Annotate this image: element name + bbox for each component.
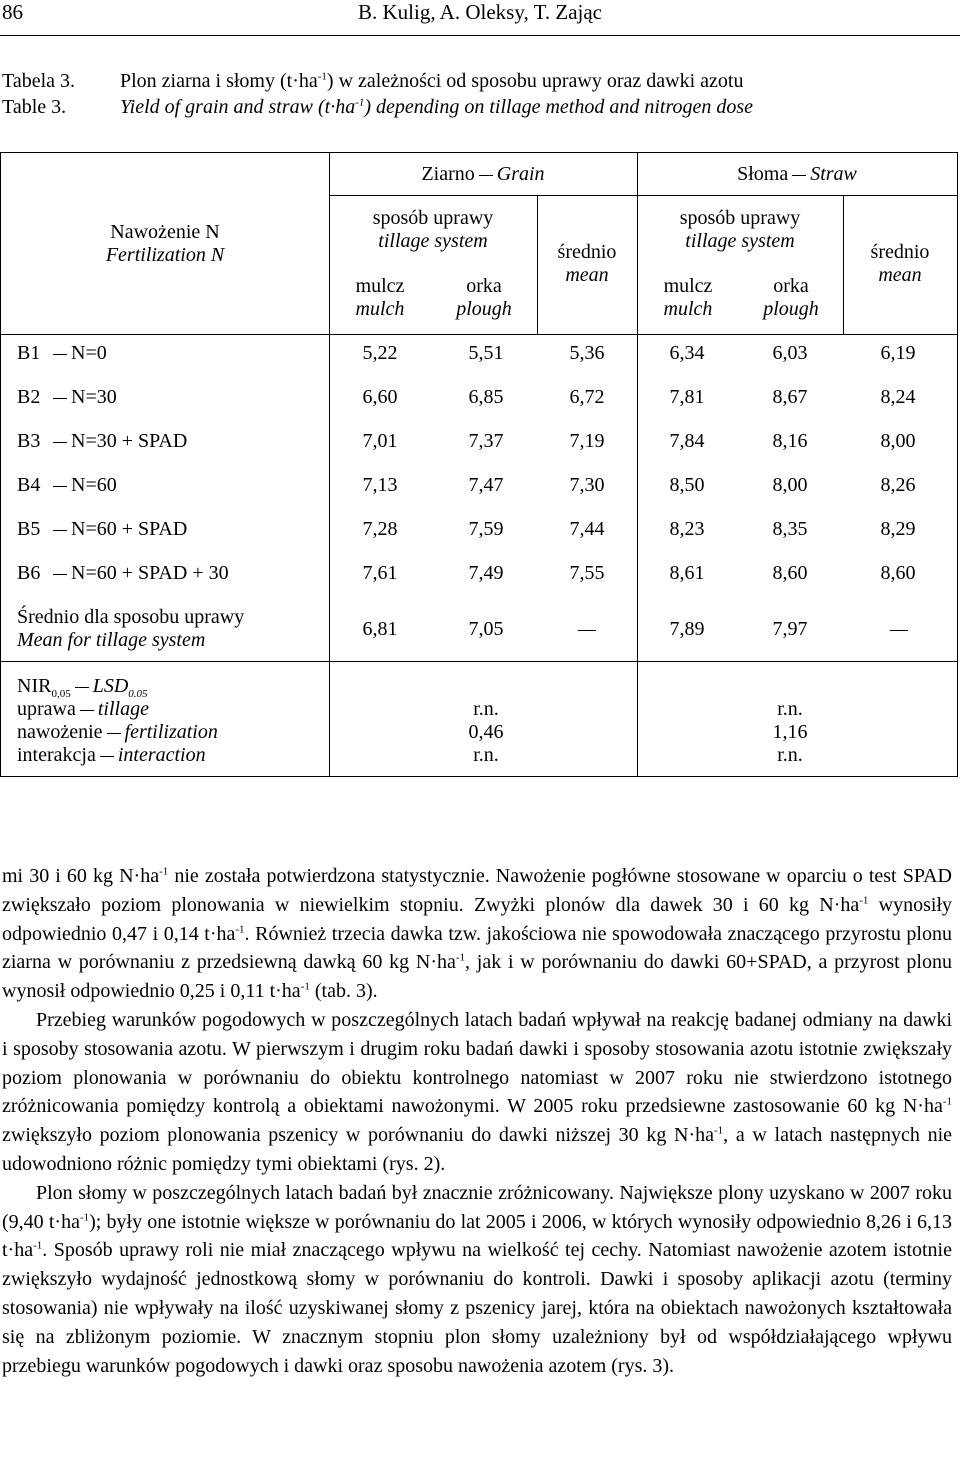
table-cell: 7,84: [669, 430, 705, 452]
table-cell: 6,81: [362, 618, 398, 640]
table-cell: 1,16: [772, 721, 808, 743]
mean-row-label-pl: Średnio dla sposobu uprawy: [17, 606, 245, 628]
table-cell: 7,49: [468, 562, 504, 584]
caption-title-en-b: ) depending on tillage method and nitrogen dose: [364, 96, 754, 118]
caption-title-en-a: Yield of grain and straw (t: [120, 96, 331, 118]
table-cell: r.n.: [473, 698, 499, 720]
mean-header-en: mean: [878, 264, 922, 286]
plough-header-en: plough: [763, 298, 819, 320]
body-text: [2, 862, 952, 1380]
table-cell: 5,36: [569, 342, 605, 364]
empty-mark: [890, 630, 908, 631]
row-label: B4 N=60: [17, 474, 117, 496]
table-cell: 8,67: [772, 386, 808, 408]
lsd-labels: [17, 675, 218, 767]
yield-table: [0, 152, 958, 777]
straw-mulch-header: [643, 275, 733, 321]
caption-unit-en: ·ha: [330, 96, 356, 118]
row-label: B1 N=0: [17, 342, 107, 364]
lsd-tillage-label: uprawa tillage: [17, 698, 149, 720]
caption-label-pl: Tabela 3.: [2, 70, 76, 92]
grid-line: [1, 661, 957, 662]
paragraph: Plon słomy w poszczególnych latach badań był znacznie zróżnicowany. Największe plony uzyskano w 2007 roku (9,40 $t\cdot ha^{-1}$); były one istotnie większe w porównaniu do lat 2005 i 2006, w których wynosiły odpowiednio 8,26 i 6,13 $t\cdot ha^{-1}$. Sposób uprawy roli nie miał znaczącego wpływu na wielkość tej cechy. Natomiast nawożenie azotem istotnie zwiększyło wydajność jednostkową słomy w porównaniu do kontroli. Dawki i sposoby aplikacji azotu (terminy stosowania) nie wpływały na ilość uzyskiwanej słomy z pszenicy jarej, która na obiektach nawożonych kształtowała się na zbliżonym poziomie. W znacznym stopniu plon słomy uzależniony był od współdziałającego wpływu przebiegu warunków pogodowych i dawki oraz sposobu nawożenia azotem (rys. 3).: [2, 1181, 952, 1377]
table-cell: r.n.: [777, 744, 803, 766]
table-cell: 8,61: [669, 562, 705, 584]
grain-header-en: Grain: [496, 163, 545, 185]
caption-title-pl-a: Plon ziarna i słomy (t: [120, 70, 293, 92]
table-cell: 8,60: [772, 562, 808, 584]
caption-sup-pl: -1: [317, 70, 327, 83]
lsd-fertilization-label: nawożenie fertilization: [17, 721, 218, 743]
table-cell: 6,85: [468, 386, 504, 408]
straw-header-en: Straw: [810, 163, 857, 185]
table-cell: r.n.: [473, 744, 499, 766]
table-cell: 8,23: [669, 518, 705, 540]
table-cell: 7,01: [362, 430, 398, 452]
table-cell: 7,05: [468, 618, 504, 640]
table-cell: 8,16: [772, 430, 808, 452]
lsd-interaction-label: interakcja interaction: [17, 744, 206, 766]
mean-header-en: mean: [565, 264, 609, 286]
plough-header-en: plough: [456, 298, 512, 320]
table-cell: 8,00: [772, 474, 808, 496]
straw-header-pl: Słoma: [737, 163, 789, 185]
header-rule: [0, 35, 960, 36]
table-cell: 6,72: [569, 386, 605, 408]
page-number: 86: [2, 0, 23, 24]
grain-mulch-header: [335, 275, 425, 321]
row-label: B6 N=60 + SPAD + 30: [17, 562, 229, 584]
mean-header-pl: średnio: [557, 241, 617, 263]
grain-header-pl: Ziarno: [421, 163, 475, 185]
system-header-pl: sposób uprawy: [679, 207, 801, 229]
mean-header-pl: średnio: [870, 241, 930, 263]
paragraph: Przebieg warunków pogodowych w poszczególnych latach badań wpływał na reakcję badanej odmiany na dawki i sposoby stosowania azotu. W pierwszym i drugim roku badań dawki i sposoby stosowania azotu istotnie zwiększały poziom plonowania w porównaniu do obiektu kontrolnego natomiast w 2007 roku nie stwierdzono istotnego zróżnicowania pomiędzy kontrolą a obiektami nawożonymi. W 2005 roku przedsiewne zastosowanie 60 kg $N\cdot ha^{-1}$ zwiększyło poziom plonowania pszenicy w porównaniu do dawki niższej 30 kg $N\cdot ha^{-1}$, a w latach następnych nie udowodniono różnic pomiędzy tymi obiektami (rys. 2).: [2, 1008, 952, 1175]
dash: [792, 175, 806, 176]
empty-mark: [578, 630, 596, 631]
lsd-straw-values: [740, 698, 840, 767]
table-cell: 6,19: [880, 342, 916, 364]
table-cell: 8,00: [880, 430, 916, 452]
straw-system-header: [637, 207, 843, 253]
table-cell: 6,03: [772, 342, 808, 364]
system-header-en: tillage system: [378, 230, 488, 252]
dash: [479, 175, 493, 176]
grain-header: [329, 163, 637, 186]
lsd-header: $NIR_{0,05}$ $LSD_{0.05}$: [17, 675, 148, 700]
mean-row-label: [17, 606, 244, 652]
plough-header-pl: orka: [773, 275, 809, 297]
table-cell: 0,46: [468, 721, 504, 743]
grain-mean-header: [537, 241, 637, 287]
grain-system-header: [329, 207, 537, 253]
grid-line: [1, 334, 957, 335]
table-cell: 7,97: [772, 618, 808, 640]
caption-title-pl-b: ) w zależności od sposobu uprawy oraz dawki azotu: [326, 70, 744, 92]
table-cell: r.n.: [777, 698, 803, 720]
mulch-header-pl: mulcz: [355, 275, 405, 297]
running-head: B. Kulig, A. Oleksy, T. Zając: [358, 0, 602, 24]
row-label: B2 N=30: [17, 386, 117, 408]
table-caption-pl: [2, 70, 743, 93]
table-cell: 8,24: [880, 386, 916, 408]
lsd-grain-values: [436, 698, 536, 767]
grid-line: [329, 195, 957, 196]
mulch-header-pl: mulcz: [663, 275, 713, 297]
fertilization-header-pl: Nawożenie N: [110, 221, 220, 243]
table-cell: 7,30: [569, 474, 605, 496]
row-label: B3 N=30 + SPAD: [17, 430, 188, 452]
mean-row-label-en: Mean for tillage system: [17, 629, 206, 651]
caption-sup-en: -1: [355, 96, 365, 109]
table-cell: 7,19: [569, 430, 605, 452]
table-cell: 7,59: [468, 518, 504, 540]
fertilization-header-en: Fertilization N: [105, 244, 225, 266]
caption-label-en: Table 3.: [2, 96, 67, 118]
table-cell: 8,35: [772, 518, 808, 540]
straw-header: [637, 163, 957, 186]
table-cell: 7,61: [362, 562, 398, 584]
table-cell: 5,22: [362, 342, 398, 364]
table-cell: 6,60: [362, 386, 398, 408]
grain-plough-header: [434, 275, 534, 321]
table-cell: 7,89: [669, 618, 705, 640]
fertilization-header: [1, 221, 329, 267]
plough-header-pl: orka: [466, 275, 502, 297]
table-cell: 7,55: [569, 562, 605, 584]
straw-mean-header: [843, 241, 957, 287]
table-cell: 7,81: [669, 386, 705, 408]
table-cell: 7,13: [362, 474, 398, 496]
table-cell: 8,60: [880, 562, 916, 584]
table-cell: 7,44: [569, 518, 605, 540]
caption-unit-pl: ·ha: [292, 70, 318, 92]
table-cell: 8,26: [880, 474, 916, 496]
table-cell: 7,28: [362, 518, 398, 540]
table-cell: 7,47: [468, 474, 504, 496]
straw-plough-header: [741, 275, 841, 321]
table-cell: 5,51: [468, 342, 504, 364]
system-header-pl: sposób uprawy: [372, 207, 494, 229]
paragraph: mi 30 i 60 kg $N\cdot ha^{-1}$ nie została potwierdzona statystycznie. Nawożenie pogłówne stosowane w oparciu o test SPAD zwiększało poziom plonowania w niewielkim stopniu. Zwyżki plonów dla dawek 30 i 60 kg $N\cdot ha^{-1}$ wynosiły odpowiednio 0,47 i 0,14 $t\cdot ha^{-1}$. Również trzecia dawka tzw. jakościowa nie spowodowała znaczącego przyrostu plonu ziarna w porównaniu z przedsiewną dawką 60 kg $N\cdot ha^{-1}$, jak i w porównaniu do dawki 60+SPAD, a przyrost plonu wynosił odpowiednio 0,25 i 0,11 $t\cdot ha^{-1}$ (tab. 3).: [2, 865, 952, 1003]
row-label: B5 N=60 + SPAD: [17, 518, 188, 540]
table-cell: 7,37: [468, 430, 504, 452]
table-cell: 8,29: [880, 518, 916, 540]
mulch-header-en: mulch: [663, 298, 713, 320]
mulch-header-en: mulch: [355, 298, 405, 320]
system-header-en: tillage system: [685, 230, 795, 252]
table-cell: 8,50: [669, 474, 705, 496]
table-cell: 6,34: [669, 342, 705, 364]
table-caption-en: [2, 96, 753, 119]
